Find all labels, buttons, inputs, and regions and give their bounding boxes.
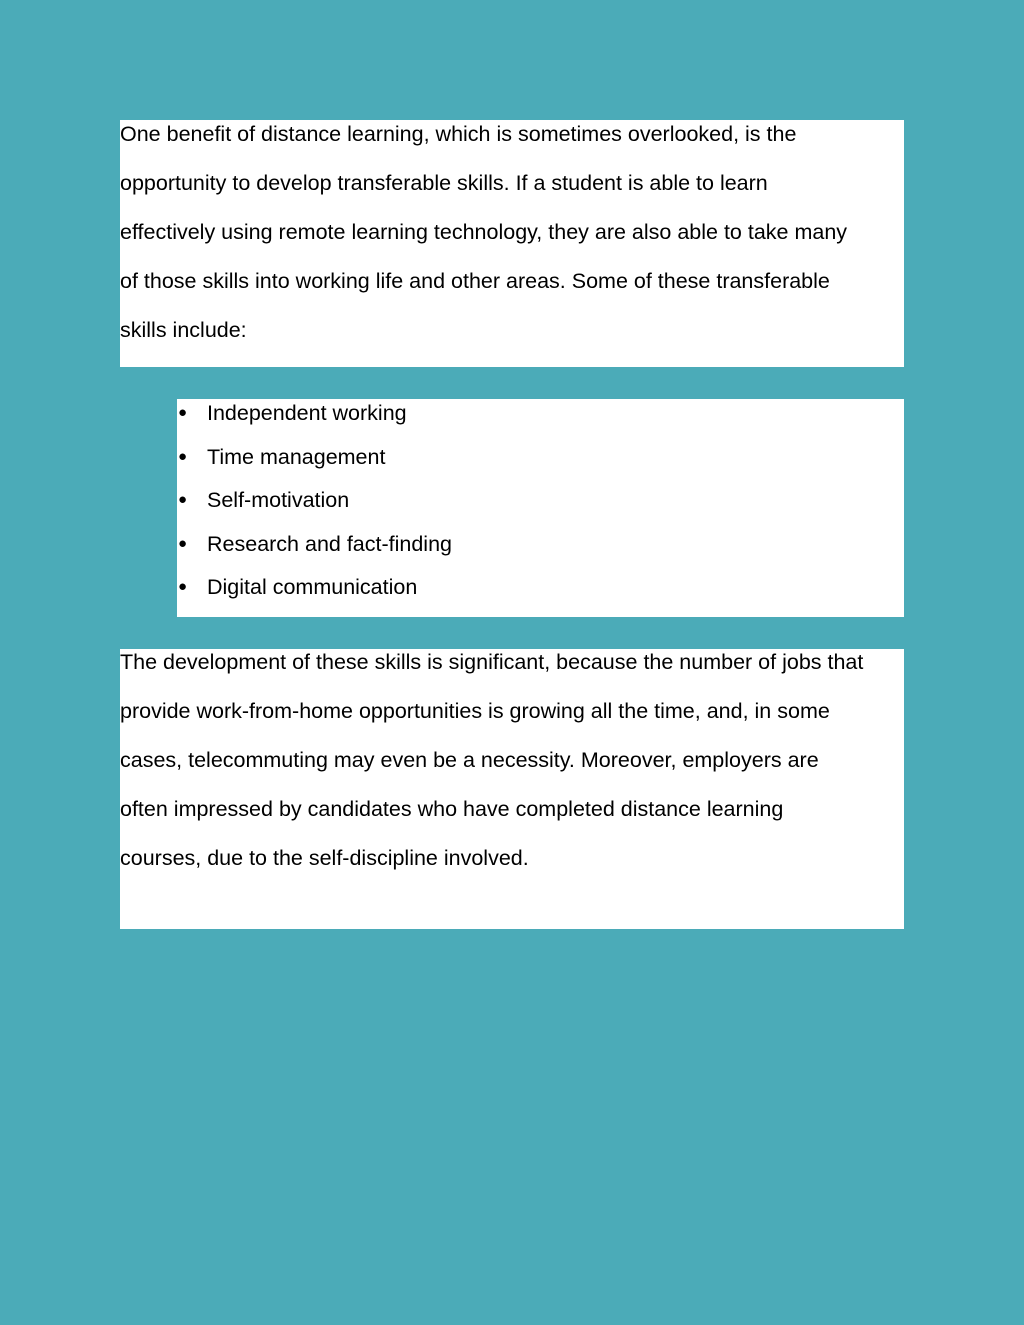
bullet-icon: ● [178, 578, 188, 595]
bullet-icon: ● [178, 491, 188, 508]
skill-label: Independent working [207, 401, 407, 425]
intro-paragraph-box [120, 120, 904, 367]
list-item [177, 399, 904, 443]
skill-label: Self-motivation [207, 488, 350, 512]
skills-list [177, 399, 904, 617]
list-item [177, 573, 904, 617]
conclusion-line: provide work-from-home opportunities is growing all the time, and, in some [120, 699, 830, 723]
conclusion-line: The development of these skills is significant, because the number of jobs that [120, 650, 864, 674]
bullet-icon: ● [178, 404, 188, 421]
conclusion-line: courses, due to the self-discipline involved. [120, 846, 529, 870]
skills-list-box [177, 399, 904, 617]
list-item [177, 443, 904, 487]
conclusion-paragraph [120, 638, 904, 883]
list-item [177, 530, 904, 574]
intro-paragraph: One benefit of distance learning, which is sometimes overlooked, is the opportunity to develop transferable skills. If a student is able to learn effectively using remote learning technology, they are also able to take many of those skills into working life and other areas. Some of these transferable skills include: [120, 122, 848, 342]
conclusion-line: cases, telecommuting may even be a necessity. Moreover, employers are [120, 748, 819, 772]
skill-label: Time management [207, 444, 386, 469]
bullet-icon: ● [178, 447, 188, 465]
skill-label: Research and fact-finding [207, 531, 453, 556]
conclusion-line: often impressed by candidates who have completed distance learning [120, 797, 784, 821]
conclusion-paragraph-box [120, 649, 904, 929]
bullet-icon: ● [178, 534, 188, 552]
list-item [177, 486, 904, 530]
skill-label: Digital communication [207, 575, 418, 599]
